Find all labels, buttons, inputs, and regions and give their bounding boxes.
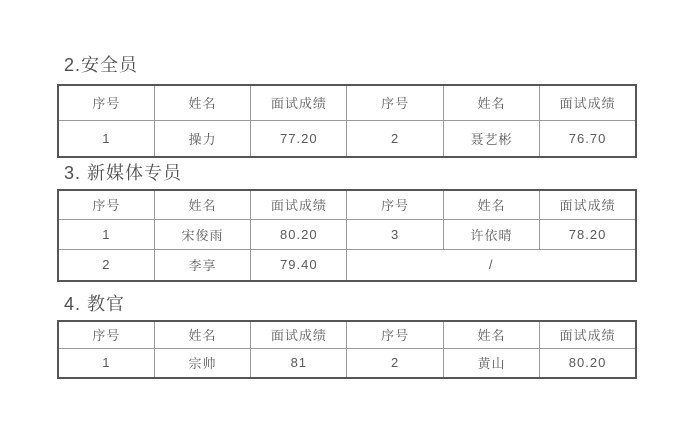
seq-cell: 1	[58, 219, 154, 249]
table-header-row	[58, 321, 636, 348]
seq-cell: 3	[347, 219, 443, 249]
table-row	[58, 120, 636, 157]
section-title-instructor: 4. 教官	[64, 294, 126, 314]
column-header-name-right: 姓名	[443, 190, 539, 219]
table-header-row	[58, 190, 636, 219]
column-header-seq-left: 序号	[58, 85, 154, 120]
seq-cell: 2	[347, 348, 443, 378]
name-cell: 聂艺彬	[443, 120, 539, 157]
column-header-score-left: 面试成绩	[251, 190, 347, 219]
name-cell: 操力	[154, 120, 250, 157]
seq-cell: 1	[58, 348, 154, 378]
name-cell: 黄山	[443, 348, 539, 378]
score-cell: 78.20	[540, 219, 636, 249]
column-header-score-right: 面试成绩	[540, 190, 636, 219]
table-row	[58, 348, 636, 378]
instructor-score-table	[57, 320, 637, 379]
section-title-new-media-specialist: 3. 新媒体专员	[64, 163, 183, 183]
section-title-safety-officer: 2.安全员	[64, 55, 139, 75]
score-cell: 76.70	[540, 120, 636, 157]
empty-merged-cell: /	[347, 249, 636, 281]
name-cell: 李享	[154, 249, 250, 281]
seq-cell: 1	[58, 120, 154, 157]
column-header-name-right: 姓名	[443, 85, 539, 120]
column-header-seq-left: 序号	[58, 321, 154, 348]
seq-cell: 2	[347, 120, 443, 157]
score-cell: 80.20	[540, 348, 636, 378]
score-cell: 79.40	[251, 249, 347, 281]
column-header-seq-right: 序号	[347, 321, 443, 348]
score-cell: 77.20	[251, 120, 347, 157]
name-cell: 许依晴	[443, 219, 539, 249]
column-header-name-left: 姓名	[154, 190, 250, 219]
seq-cell: 2	[58, 249, 154, 281]
column-header-seq-right: 序号	[347, 85, 443, 120]
column-header-name-left: 姓名	[154, 321, 250, 348]
name-cell: 宋俊雨	[154, 219, 250, 249]
name-cell: 宗帅	[154, 348, 250, 378]
score-cell: 81	[251, 348, 347, 378]
column-header-seq-left: 序号	[58, 190, 154, 219]
column-header-name-left: 姓名	[154, 85, 250, 120]
score-cell: 80.20	[251, 219, 347, 249]
column-header-name-right: 姓名	[443, 321, 539, 348]
column-header-score-left: 面试成绩	[251, 85, 347, 120]
table-header-row	[58, 85, 636, 120]
table-row	[58, 219, 636, 249]
column-header-score-right: 面试成绩	[540, 85, 636, 120]
table-row	[58, 249, 636, 281]
new-media-score-table	[57, 189, 637, 282]
column-header-seq-right: 序号	[347, 190, 443, 219]
column-header-score-right: 面试成绩	[540, 321, 636, 348]
column-header-score-left: 面试成绩	[251, 321, 347, 348]
safety-officer-score-table	[57, 84, 637, 158]
